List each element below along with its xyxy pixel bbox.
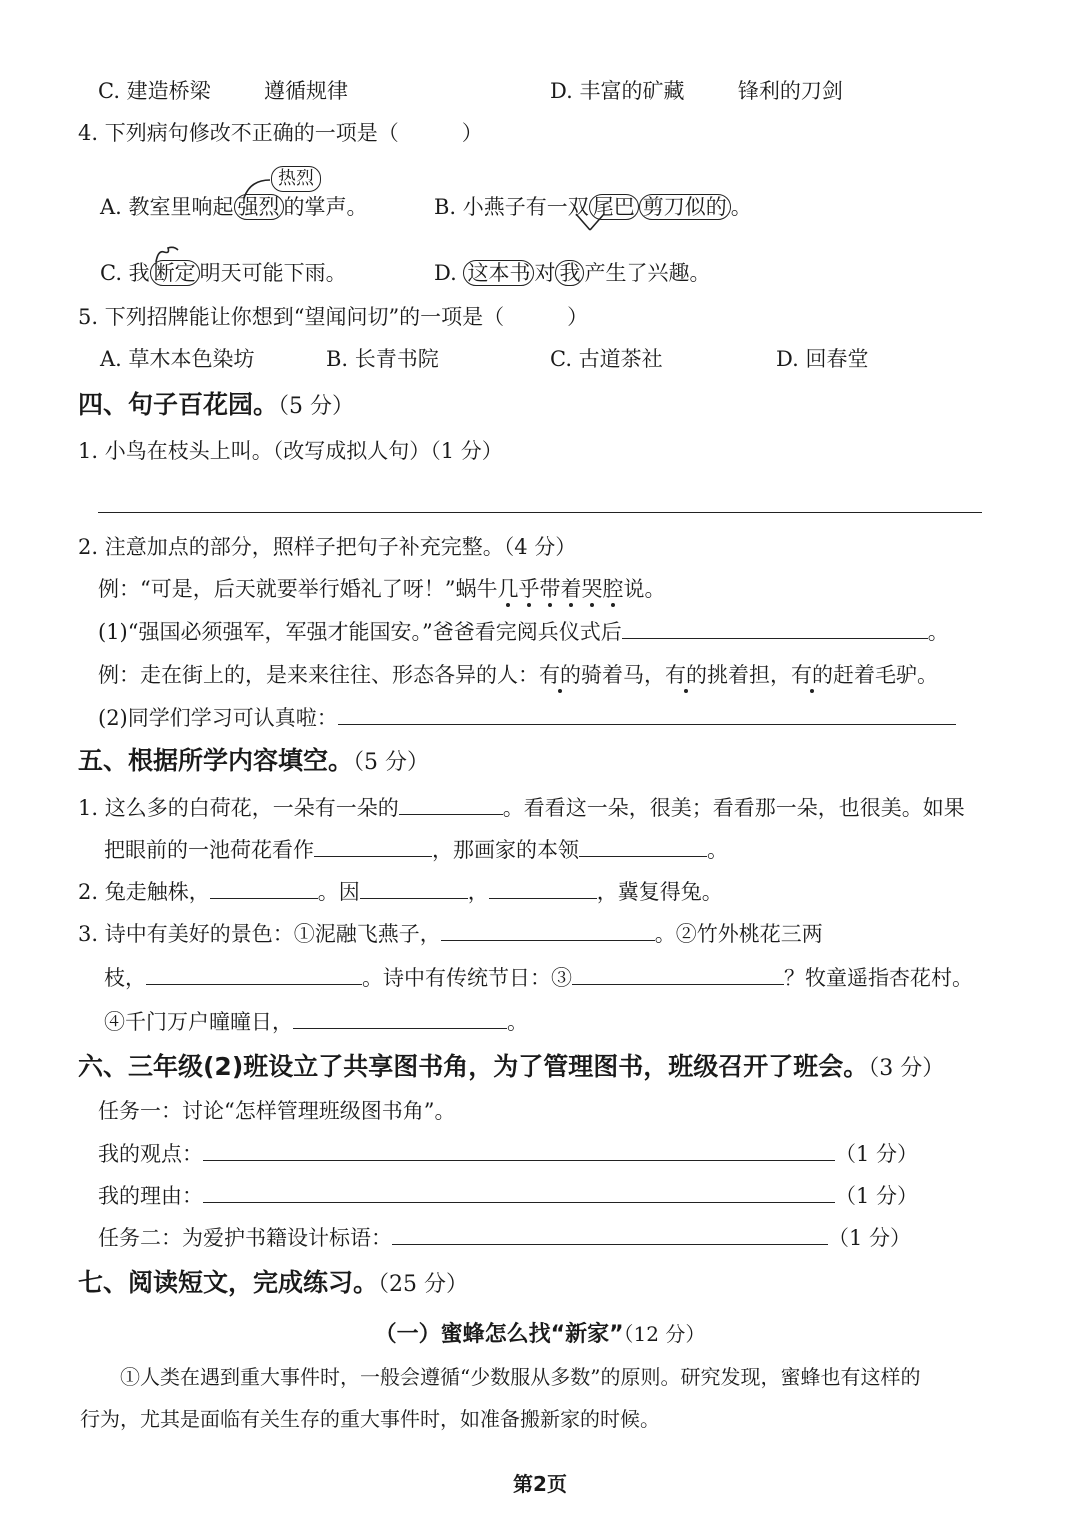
s4-example-2-prefix: 例：走在街上的，是来来往往、形态各异的人： [98,663,539,687]
q4-d-suffix: 产生了兴趣。 [584,261,711,285]
s5-q1-text: 1. 这么多的白荷花，一朵有一朵的 [78,796,399,820]
s5-q1-line1 [78,792,965,823]
s4-item-1-text: (1)“强国必须强军，军强才能国安。”爸爸看完阅兵仪式后 [98,620,622,644]
section-4-title: 四、句子百花园。 [78,390,279,419]
s4-item-2-text: (2)同学们学习可认真啦： [98,706,338,730]
section-7-points: （25 分） [378,1272,469,1297]
q4-b-suffix: 。 [730,195,752,219]
s4-example-1-dotted-char: 着 [560,577,582,601]
reading-1-para-1-line-1: ①人类在遇到重大事件时，一般会遵循“少数服从多数”的原则。研究发现，蜜蜂也有这样的 [120,1365,921,1389]
q4-option-b [434,192,752,222]
s4-item-1-blank[interactable] [622,616,928,639]
s6-task-1: 任务一：讨论“怎样管理班级图书角”。 [98,1099,456,1123]
s5-q1-blank-2[interactable] [314,834,432,857]
q4-c-circled-word: 断定 [150,260,200,286]
q4-a-circled-word: 强烈 [234,194,284,220]
s5-q2-blank-2[interactable] [360,876,468,899]
q5-option-a: A. 草木本色染坊 [100,347,255,371]
q4-b-circled-word-1: 尾巴 [589,194,639,220]
s5-q3-text: 3. 诗中有美好的景色：①泥融飞燕子， [78,922,441,946]
q4-option-a [100,192,368,222]
q3-option-c-word1: C. 建造桥梁 [98,79,211,103]
s5-q3-blank-2[interactable] [146,962,362,985]
q3-option-d-word1: D. 丰富的矿藏 [550,79,685,103]
q3-option-c [98,76,348,106]
s5-q1-blank-3[interactable] [579,834,707,857]
s4-example-1-dotted-char: 几 [497,577,519,601]
reading-1-title-text: （一）蜜蜂怎么找“新家” [374,1322,624,1347]
s5-q3-blank-4[interactable] [293,1006,507,1029]
s6-task-2-blank[interactable] [392,1222,828,1245]
section-4-heading [78,388,354,424]
s5-q2-text: ，冀复得兔。 [596,880,723,904]
s4-example-1-dotted-char: 乎 [518,577,540,601]
s5-q1-text: 。 [707,838,728,862]
s5-q2-blank-3[interactable] [489,876,597,899]
q4-b-prefix: B. 小燕子有一双 [434,195,589,219]
s5-q3-text: 。②竹外桃花三两 [654,922,823,946]
s6-reason-blank[interactable] [203,1180,835,1203]
s5-q2-text: 。因 [317,880,360,904]
s6-reason-row [98,1180,918,1211]
s4-example-1-dotted-char: 腔 [602,577,624,601]
s6-task-2-points: （1 分） [828,1226,912,1250]
s5-q1-line2 [104,834,728,865]
section-6-points: （3 分） [868,1056,945,1081]
s5-q3-line1 [78,918,823,949]
s4-example-2 [98,660,938,690]
section-5-points: （5 分） [353,750,430,775]
s5-q3-line3 [104,1006,528,1037]
s5-q2 [78,876,723,907]
s4-example-1-dotted-char: 哭 [581,577,603,601]
s5-q3-text: ？牧童遥指杏花村。 [784,966,973,990]
s4-item-2 [98,702,956,733]
section-6-heading [78,1050,944,1086]
s6-view-blank[interactable] [203,1138,835,1161]
s6-view-label: 我的观点： [98,1142,203,1166]
s4-example-2-part: 赶着毛驴。 [833,663,938,687]
s6-task-2-label: 任务二：为爱护书籍设计标语： [98,1226,392,1250]
section-5-title: 五、根据所学内容填空。 [78,746,354,775]
s4-example-2-part: 挑着担， [707,663,791,687]
s4-item-1-end: 。 [927,620,949,644]
s5-q3-text: 枝， [104,966,146,990]
page-number: 第2页 [513,1472,567,1496]
q4-option-d [434,258,710,288]
s5-q2-blank-1[interactable] [210,876,318,899]
q3-option-d [550,76,843,106]
reading-1-para-1-line-2: 行为，尤其是面临有关生存的重大事件时，如准备搬新家的时候。 [80,1407,660,1431]
q5-option-c: C. 古道茶社 [550,347,663,371]
s6-view-points: （1 分） [835,1142,919,1166]
s5-q3-line2 [104,962,973,993]
s6-reason-points: （1 分） [835,1184,919,1208]
q4-d-circled-word-1: 这本书 [463,260,534,286]
s5-q2-text: 2. 兔走触株， [78,880,210,904]
s5-q3-text: 。 [507,1010,528,1034]
reading-1-title [0,1318,1080,1351]
s4-q1-answer-line[interactable] [98,512,982,513]
s4-example-1-suffix: 说。 [623,577,666,601]
q5-stem: 5. 下列招牌能让你想到“望闻问切”的一项是（ ） [78,305,589,329]
s5-q1-text: 。看看这一朵，很美；看看那一朵，也很美。如果 [502,796,965,820]
s4-example-2-part: 骑着马， [581,663,665,687]
q4-d-prefix: D. [434,261,464,285]
q4-a-correction-note: 热烈 [271,166,321,192]
s5-q3-blank-3[interactable] [572,962,784,985]
s5-q1-text: 把眼前的一池荷花看作 [104,838,314,862]
s5-q1-text: ，那画家的本领 [432,838,579,862]
section-5-heading [78,744,429,780]
q4-d-circled-word-2: 我 [555,260,584,286]
s5-q1-blank-1[interactable] [399,792,503,815]
s4-example-1 [98,574,665,604]
s4-example-2-dotted-word: 有的 [665,663,707,687]
s5-q2-text: ， [467,880,489,904]
section-6-title: 六、三年级(2)班设立了共享图书角，为了管理图书，班级召开了班会。 [78,1052,869,1081]
s5-q3-blank-1[interactable] [441,918,655,941]
s4-example-2-dotted-word: 有的 [539,663,581,687]
s6-reason-label: 我的理由： [98,1184,203,1208]
q5-option-b: B. 长青书院 [326,347,439,371]
q3-option-d-word2: 锋利的刀剑 [737,79,843,103]
s5-q3-text: 。诗中有传统节日：③ [362,966,572,990]
s4-q1: 1. 小鸟在枝头上叫。（改写成拟人句）（1 分） [78,439,503,463]
q4-a-suffix: 的掌声。 [283,195,368,219]
q4-c-prefix: C. 我 [100,261,150,285]
q5-option-d: D. 回春堂 [776,347,869,371]
q4-b-circled-word-2: 剪刀似的 [639,194,731,220]
s6-view-row [98,1138,918,1169]
q3-option-c-word2: 遵循规律 [264,79,349,103]
section-4-points: （5 分） [278,394,355,419]
s4-example-2-dotted-word: 有的 [791,663,833,687]
s4-item-2-blank[interactable] [338,702,956,725]
s6-task-2-row [98,1222,911,1253]
q4-option-c [100,258,347,288]
section-7-heading [78,1266,468,1302]
reading-1-points: （12 分） [623,1322,706,1346]
s4-example-1-prefix: 例：“可是，后天就要举行婚礼了呀！”蜗牛 [98,577,498,601]
q4-d-middle: 对 [534,261,556,285]
s4-item-1 [98,616,949,647]
q4-stem: 4. 下列病句修改不正确的一项是（ ） [78,121,483,145]
q4-c-suffix: 明天可能下雨。 [199,261,347,285]
section-7-title: 七、阅读短文，完成练习。 [78,1268,379,1297]
s5-q3-text: ④千门万户曈曈日， [104,1010,293,1034]
q4-a-prefix: A. 教室里响起 [100,195,234,219]
s4-q2: 2. 注意加点的部分，照样子把句子补充完整。（4 分） [78,535,577,559]
s4-example-1-dotted-char: 带 [539,577,561,601]
